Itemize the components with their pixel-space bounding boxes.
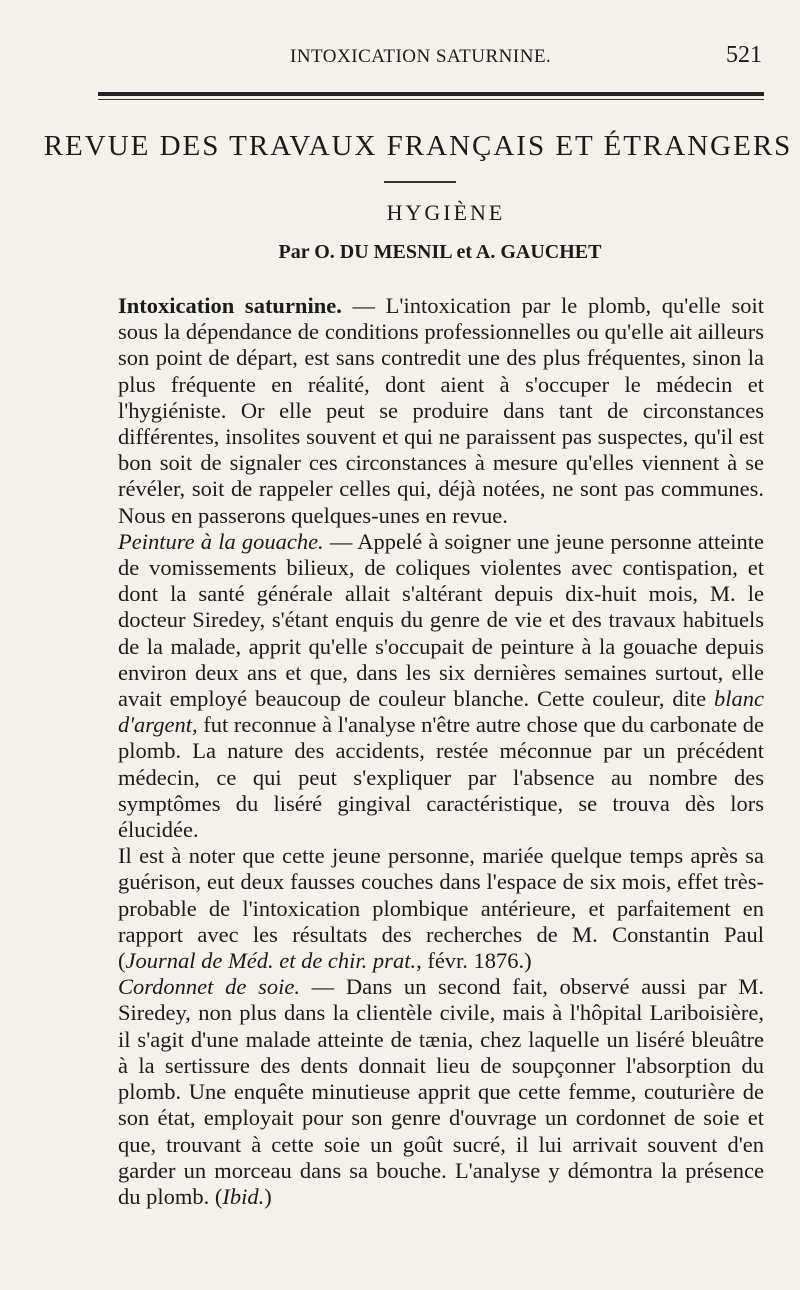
paragraph-lead: Intoxication saturnine.: [118, 293, 342, 318]
paragraph-text: , févr. 1876.): [416, 948, 532, 974]
paragraph-text: ): [264, 1183, 272, 1209]
paragraph-cordonnet: [118, 974, 764, 1210]
paragraph-lead: Cordonnet de soie.: [118, 974, 300, 1000]
title-divider: [384, 181, 456, 183]
paragraph-lead: Peinture à la gouache.: [118, 528, 324, 554]
paragraph-italic: Ibid.: [222, 1183, 265, 1209]
header-thin-rule: [98, 99, 764, 100]
paragraph-intro: [118, 293, 764, 529]
paragraph-note: [118, 843, 764, 974]
running-head-title: INTOXICATION SATURNINE.: [290, 46, 552, 67]
paragraph-italic: Journal de Méd. et de chir. prat.: [125, 948, 417, 974]
page-number: 521: [726, 42, 762, 68]
section-heading: HYGIÈNE: [386, 200, 506, 225]
paragraph-text: Il est à noter que cette jeune personne, mariée quelque temps après sa guérison, eut deux fausses couches dans l'espace de six mois, effet très-probable de l'intoxication plombique antérieure, et parfaitement en rapport avec les résultats des recherches de M. Constantin Paul (: [118, 843, 764, 974]
running-head: [0, 42, 800, 76]
byline: Par O. DU MESNIL et A. GAUCHET: [278, 241, 602, 263]
article-title: REVUE DES TRAVAUX FRANÇAIS ET ÉTRANGERS: [43, 130, 793, 162]
header-thick-rule: [98, 92, 764, 96]
paragraph-text: fut reconnue à l'analyse n'être autre chose que du carbonate de plomb. La nature des accidents, restée méconnue par un précédent médecin, ce qui peut s'expliquer par l'absence au nombre des symptômes du liséré gingival caractéristique, se trouva dès lors élucidée.: [118, 712, 764, 843]
paragraph-gouache: [118, 529, 764, 843]
paragraph-text: — Appelé à soigner une jeune personne atteinte de vomissements bilieux, de coliques violentes avec contispation, et dont la santé générale allait s'altérant depuis dix-huit mois, M. le docteur Siredey, s'étant enquis du genre de vie et des travaux habituels de la malade, apprit qu'elle s'occupait de peinture à la gouache depuis environ deux ans et que, dans les six dernières semaines surtout, elle avait employé beaucoup de couleur blanche. Cette couleur, dite: [118, 528, 764, 712]
paragraph-text: — Dans un second fait, observé aussi par M. Siredey, non plus dans la clientèle civile, mais à l'hôpital Lariboisière, il s'agit d'une malade atteinte de tænia, chez laquelle un liséré bleuâtre à la sertissure des dents donnait lieu de soupçonner l'absorption du plomb. Une enquête minutieuse apprit que cette femme, couturière de son état, employait pour son genre d'ouvrage un cordonnet de soie et que, trouvant à cette soie un goût sucré, il lui arrivait souvent d'en garder un morceau dans sa bouche. L'analyse y démontra la présence du plomb. (: [118, 974, 764, 1209]
article-body: [118, 293, 764, 1210]
paragraph-italic: blanc d'argent,: [118, 686, 764, 738]
paragraph-text: — L'intoxication par le plomb, qu'elle soit sous la dépendance de conditions professionnelles ou qu'elle ait ailleurs son point de départ, est sans contredit une des plus fréquentes, sinon la plus fréquente en réalité, dont aient à s'occuper le médecin et l'hygiéniste. Or elle peut se produire dans tant de circonstances différentes, insolites souvent et qui ne paraissent pas suspectes, qu'il est bon soit de signaler ces circonstances à mesure qu'elles viennent à se révéler, soit de rappeler celles qui, déjà notées, ne sont pas communes. Nous en passerons quelques-unes en revue.: [118, 293, 764, 528]
